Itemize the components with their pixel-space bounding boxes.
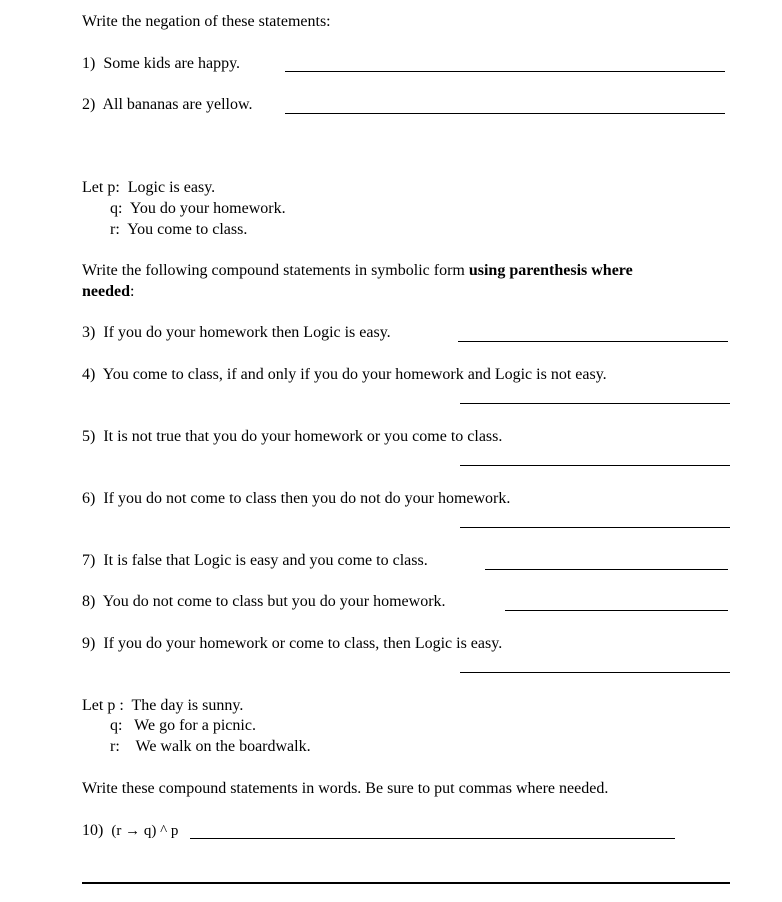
instruction-text: : [130,283,135,300]
var-text: We walk on the boardwalk. [135,738,311,755]
answer-blank-7[interactable] [485,569,728,570]
question-number: 1) [82,55,96,72]
var-text: Logic is easy. [127,179,216,196]
instruction-words: Write these compound statements in words. Be sure to put commas where needed. [82,780,609,797]
answer-blank-10b[interactable] [82,882,730,884]
question-10 [82,821,178,841]
question-number: 7) [82,552,96,569]
var-text: The day is sunny. [131,697,244,714]
answer-blank-4[interactable] [460,403,730,404]
instruction-text: Write the following compound statements in symbolic form [82,262,469,279]
var-label: Let p: [82,179,120,196]
question-text: It is not true that you do your homework or you come to class. [103,428,503,445]
question-text: Some kids are happy. [103,55,241,72]
question-text: If you do your homework or come to class, then Logic is easy. [103,635,503,652]
question-number: 8) [82,593,96,610]
instruction-bold: needed [82,283,130,300]
var-label: Let p : [82,697,124,714]
symbolic-expression: (r → q) ^ p [111,823,179,839]
var-label: r: [110,221,120,238]
question-number: 9) [82,635,96,652]
answer-blank-6[interactable] [460,527,730,528]
question-5 [82,427,502,447]
answer-blank-3[interactable] [458,341,728,342]
question-text: All bananas are yellow. [102,96,253,113]
var-r-def [110,220,247,240]
instruction-symbolic-cont [82,282,134,302]
answer-blank-1[interactable] [285,71,725,72]
var-text: You come to class. [127,221,248,238]
question-4 [82,365,607,385]
instruction-bold: using parenthesis where [468,262,633,279]
var-q-def [110,199,286,219]
question-text: If you do your homework then Logic is easy. [103,324,391,341]
question-2 [82,95,252,115]
var-p-def-2 [82,696,243,716]
question-7 [82,551,428,571]
question-number: 3) [82,324,96,341]
question-text: You do not come to class but you do your homework. [102,593,446,610]
var-label: r: [110,738,120,755]
question-6 [82,489,510,509]
question-number: 6) [82,490,96,507]
var-text: You do your homework. [129,200,286,217]
answer-blank-8[interactable] [505,610,728,611]
var-p-def [82,178,215,198]
question-9 [82,634,502,654]
instruction-negation: Write the negation of these statements: [82,13,331,30]
question-8 [82,592,446,612]
var-q-def-2 [110,716,256,736]
answer-blank-10a[interactable] [190,838,675,839]
question-text: If you do not come to class then you do not do your homework. [103,490,511,507]
var-label: q: [110,717,123,734]
question-text: It is false that Logic is easy and you come to class. [103,552,428,569]
answer-blank-2[interactable] [285,113,725,114]
var-r-def-2 [110,737,311,757]
question-number: 2) [82,96,96,113]
instruction-symbolic [82,261,633,281]
answer-blank-5[interactable] [460,465,730,466]
question-number: 4) [82,366,96,383]
question-number: 10) [82,822,104,839]
answer-blank-9[interactable] [460,672,730,673]
question-text: You come to class, if and only if you do your homework and Logic is not easy. [102,366,607,383]
question-1 [82,54,240,74]
var-label: q: [110,200,123,217]
var-text: We go for a picnic. [134,717,256,734]
question-number: 5) [82,428,96,445]
question-3 [82,323,391,343]
